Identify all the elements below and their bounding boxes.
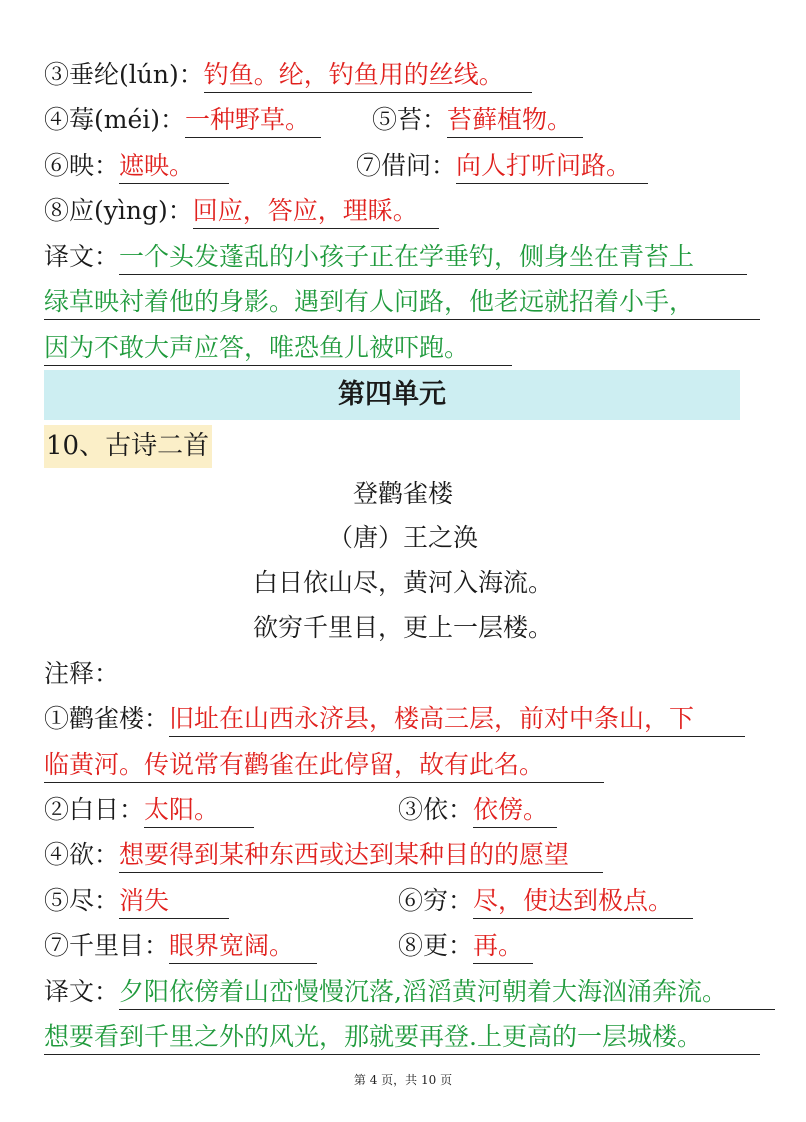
note-text: 钓鱼。纶，钓鱼用的丝线。 [204,58,532,93]
note-label: ②白日： [44,795,145,824]
note-6 [44,149,229,184]
note-4 [44,103,321,138]
note-label: ④欲： [44,840,120,869]
translation-label: 译文： [44,977,120,1006]
note-8 [44,194,439,229]
note-label: ⑥穷： [398,886,474,915]
poem-line-1: 白日依山尽，黄河入海流。 [252,568,553,597]
translation-text: 绿草映衬着他的身影。遇到有人问路，他老远就招着小手， [44,285,760,320]
translation-text: 一个头发蓬乱的小孩子正在学垂钓，侧身坐在青苔上 [119,240,747,275]
unit-banner: 第四单元 [44,370,740,420]
note-text: 太阳。 [144,793,254,828]
note-text: 苔藓植物。 [447,103,583,138]
note-5 [372,103,583,138]
note-text: 临黄河。传说常有鹳雀在此停留，故有此名。 [44,748,604,783]
note-2 [44,793,254,828]
note-label: ④莓(méi)： [44,105,186,134]
note-7b [44,929,317,964]
note-label: ③垂纶(lún)： [44,60,204,89]
note-label: ⑧应(yìng)： [44,196,193,225]
note-text: 想要得到某种东西或达到某种目的的愿望 [119,838,603,873]
note-6b [398,884,693,919]
note-text: 眼界宽阔。 [169,929,317,964]
translation-1-line-3 [44,331,512,366]
note-5b [44,884,229,919]
translation-1-line-2 [44,285,760,320]
note-1 [44,702,745,737]
poem-line-2: 欲穷千里目，更上一层楼。 [252,613,553,642]
poem-author: （唐）王之涣 [327,523,478,552]
lesson-title: 10、古诗二首 [44,425,212,468]
note-label: ⑧更： [398,931,474,960]
page-footer: 第 4 页，共 10 页 [353,1073,453,1087]
translation-2-line-1 [44,975,775,1010]
note-text: 消失 [119,884,229,919]
note-7 [356,149,648,184]
note-label: ⑤尽： [44,886,120,915]
note-8b [398,929,533,964]
note-text: 依傍。 [473,793,557,828]
translation-1-line-1 [44,240,747,275]
note-label: ⑤苔： [372,105,448,134]
note-1-cont [44,748,604,783]
translation-text: 想要看到千里之外的风光，那就要再登.上更高的一层城楼。 [44,1020,760,1055]
note-label: ⑥映： [44,151,120,180]
note-label: ⑦千里目： [44,931,170,960]
note-text: 旧址在山西永济县，楼高三层，前对中条山，下 [169,702,745,737]
note-label: ①鹳雀楼： [44,704,170,733]
translation-label: 译文： [44,242,120,271]
note-text: 尽，使达到极点。 [473,884,693,919]
notes-heading: 注释： [44,659,120,688]
note-label: ⑦借问： [356,151,457,180]
poem-title: 登鹳雀楼 [352,479,453,508]
note-text: 一种野草。 [185,103,321,138]
note-text: 再。 [473,929,533,964]
note-label: ③依： [398,795,474,824]
note-3 [44,58,532,93]
translation-text: 夕阳依傍着山峦慢慢沉落,滔滔黄河朝着大海汹涌奔流。 [119,975,775,1010]
note-text: 回应，答应，理睬。 [193,194,439,229]
note-3b [398,793,557,828]
note-4b [44,838,603,873]
translation-2-line-2 [44,1020,760,1055]
translation-text: 因为不敢大声应答，唯恐鱼儿被吓跑。 [44,331,512,366]
note-text: 向人打听问路。 [456,149,648,184]
note-text: 遮映。 [119,149,229,184]
